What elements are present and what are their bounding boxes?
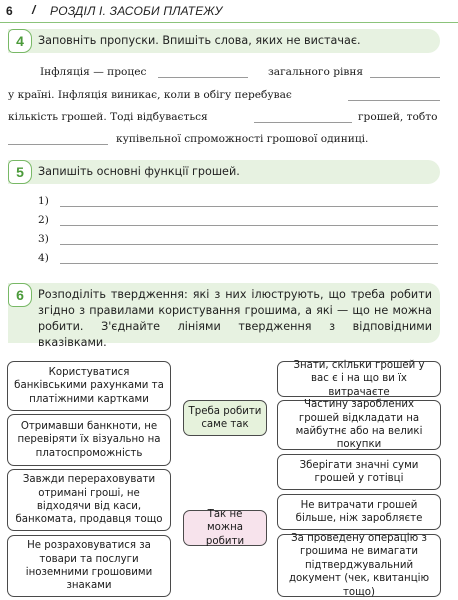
- task-4-instruction: Заповніть пропуски. Впишіть слова, яких не вистачає.: [38, 34, 361, 47]
- task-4-number: 4: [8, 29, 32, 53]
- category-dont[interactable]: Так не можна робити: [183, 510, 267, 546]
- header-separator: /: [32, 3, 36, 17]
- blank-2[interactable]: [370, 66, 440, 78]
- category-do[interactable]: Треба робити саме так: [183, 400, 267, 436]
- task-5-instruction: Запишіть основні функції грошей.: [38, 165, 240, 178]
- task-4-text-line2a: у країні. Інфляція виникає, коли в обігу перебуває: [8, 89, 292, 101]
- task-4-bar: [8, 29, 440, 53]
- statement-right-5[interactable]: За проведену операцію з грошима не вимагати підтверджувальний документ (чек, квитанцію тощо): [277, 534, 441, 597]
- function-label-2: 2): [38, 214, 49, 226]
- blank-3[interactable]: [348, 89, 440, 101]
- statement-left-2[interactable]: Отримавши банкноти, не перевіряти їх візуально на платоспроможність: [7, 414, 171, 466]
- task-5-bar: [8, 160, 440, 184]
- blank-5[interactable]: [8, 133, 108, 145]
- task-4-text-line3a: кількість грошей. Тоді відбувається: [8, 111, 208, 123]
- function-label-1: 1): [38, 195, 49, 207]
- task-5-number: 5: [8, 160, 32, 184]
- function-label-3: 3): [38, 233, 49, 245]
- task-4-text-line3b: грошей, тобто: [358, 111, 438, 123]
- statement-left-1[interactable]: Користуватися банківськими рахунками та платіжними картками: [7, 361, 171, 411]
- task-4-text-line1b: загального рівня: [268, 66, 364, 78]
- function-row-4[interactable]: [38, 252, 438, 268]
- statement-left-3[interactable]: Завжди перераховувати отримані гроші, не відходячи від каси, банкомата, продавця тощо: [7, 469, 171, 531]
- task-6-bar: [8, 283, 440, 349]
- function-label-4: 4): [38, 252, 49, 264]
- statement-right-2[interactable]: Частину зароблених грошей відкладати на майбутнє або на великі покупки: [277, 400, 441, 450]
- section-title: РОЗДІЛ І. ЗАСОБИ ПЛАТЕЖУ: [50, 4, 223, 18]
- task-4-text: [8, 66, 440, 150]
- task-4-text-line1a: Інфляція — процес: [40, 66, 147, 78]
- page-number: 6: [6, 4, 13, 18]
- task-6-number: 6: [8, 283, 32, 307]
- statement-right-3[interactable]: Зберігати значні суми грошей у готівці: [277, 454, 441, 490]
- page-header: [0, 0, 458, 23]
- statement-left-4[interactable]: Не розраховуватися за товари та послуги іноземними грошовими знаками: [7, 535, 171, 597]
- blank-4[interactable]: [254, 111, 352, 123]
- function-row-1[interactable]: [38, 195, 438, 211]
- statement-right-4[interactable]: Не витрачати грошей більше, ніж заробляєте: [277, 494, 441, 530]
- function-row-3[interactable]: [38, 233, 438, 249]
- blank-1[interactable]: [158, 66, 248, 78]
- statement-right-1[interactable]: Знати, скільки грошей у вас є і на що ви їх витрачаєте: [277, 361, 441, 397]
- function-row-2[interactable]: [38, 214, 438, 230]
- task-4-text-line4a: купівельної спроможності грошової одиниці.: [116, 133, 369, 145]
- task-6-instruction: Розподіліть твердження: які з них ілюструють, що треба робити згідно з правилами користування грошима, а які — що не можна робити. З'єднайте лініями твердження з відповідними вказівками.: [38, 288, 432, 349]
